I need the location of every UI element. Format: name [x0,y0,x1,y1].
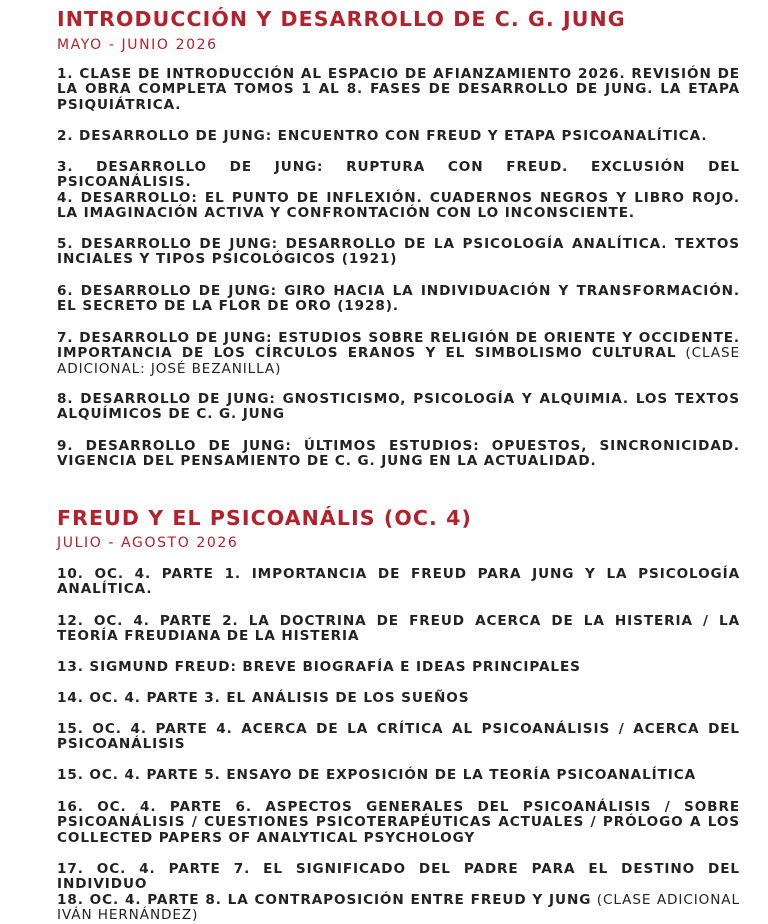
item-text: 7. DESARROLLO DE JUNG: ESTUDIOS SOBRE RELIGIÓN DE ORIENTE Y OCCIDENTE. IMPORTANCIA DE LOS CÍRCULOS ERANOS Y EL SIMBOLISMO CULTURAL [57,330,740,362]
section-intro-header [57,7,740,31]
item-text: 15. OC. 4. PARTE 5. ENSAYO DE EXPOSICIÓN DE LA TEORÍA PSICOANALÍTICA [57,767,697,783]
list-item [57,331,740,377]
item-text: 2. DESARROLLO DE JUNG: ENCUENTRO CON FREUD Y ETAPA PSICOANALÍTICA. [57,128,708,144]
section-freud-header [57,506,740,530]
list-item [57,800,740,846]
item-text: 17. OC. 4. PARTE 7. EL SIGNIFICADO DEL PADRE PARA EL DESTINO DEL INDIVIDUO [57,861,740,893]
item-note: (CLASE ADICIONAL: JOSÉ BEZANILLA) [57,345,740,377]
item-text: 3. DESARROLLO DE JUNG: RUPTURA CON FREUD. EXCLUSIÓN DEL PSICOANÁLISIS. [57,159,740,191]
section-title: INTRODUCCIÓN Y DESARROLLO DE C. G. JUNG [57,7,626,31]
list-item [57,614,740,645]
item-note: (CLASE ADICIONAL IVÁN HERNÁNDEZ) [57,892,740,924]
list-item [57,67,740,113]
section-dates: MAYO - JUNIO 2026 [57,37,218,53]
list-item [57,768,740,783]
item-text: 15. OC. 4. PARTE 4. ACERCA DE LA CRÍTICA AL PSICOANÁLISIS / ACERCA DEL PSICOANÁLISIS [57,721,740,753]
item-text: 5. DESARROLLO DE JUNG: DESARROLLO DE LA PSICOLOGÍA ANALÍTICA. TEXTOS INCIALES Y TIPOS PSICOLÓGICOS (1921) [57,236,740,268]
list-item [57,722,740,753]
item-text: 6. DESARROLLO DE JUNG: GIRO HACIA LA INDIVIDUACIÓN Y TRANSFORMACIÓN. EL SECRETO DE LA FLOR DE ORO (1928). [57,283,740,315]
item-text: 8. DESARROLLO DE JUNG: GNOSTICISMO, PSICOLOGÍA Y ALQUIMIA. LOS TEXTOS ALQUÍMICOS DE C. G. JUNG [57,391,740,423]
item-text: 18. OC. 4. PARTE 8. LA CONTRAPOSICIÓN ENTRE FREUD Y JUNG [57,892,592,908]
section-title: FREUD Y EL PSICOANÁLIS (OC. 4) [57,506,472,530]
list-item [57,191,740,222]
list-item [57,160,740,191]
list-item [57,284,740,315]
item-text: 14. OC. 4. PARTE 3. EL ANÁLISIS DE LOS SUEÑOS [57,690,470,706]
list-item [57,392,740,423]
list-item [57,129,740,144]
section-dates: JULIO - AGOSTO 2026 [57,535,239,551]
item-text: 1. CLASE DE INTRODUCCIÓN AL ESPACIO DE AFIANZAMIENTO 2026. REVISIÓN DE LA OBRA COMPLETA TOMOS 1 AL 8. FASES DE DESARROLLO DE JUNG. LA ETAPA PSIQUIÁTRICA. [57,66,740,113]
item-text: 16. OC. 4. PARTE 6. ASPECTOS GENERALES DEL PSICOANÁLISIS / SOBRE PSICOANÁLISIS / CUESTIONES PSICOTERAPÉUTICAS ACTUALES / PRÓLOGO A LOS COLLECTED PAPERS OF ANALYTICAL PSYCHOLOGY [57,799,740,846]
list-item [57,567,740,598]
list-item [57,660,740,675]
list-item [57,691,740,706]
item-text: 13. SIGMUND FREUD: BREVE BIOGRAFÍA E IDEAS PRINCIPALES [57,659,581,675]
section-intro-dates-wrap [57,36,218,54]
item-text: 9. DESARROLLO DE JUNG: ÚLTIMOS ESTUDIOS: OPUESTOS, SINCRONICIDAD. VIGENCIA DEL PENSAMIENTO DE C. G. JUNG EN LA ACTUALIDAD. [57,438,740,470]
list-item [57,237,740,268]
item-text: 4. DESARROLLO: EL PUNTO DE INFLEXIÓN. CUADERNOS NEGROS Y LIBRO ROJO. LA IMAGINACIÓN ACTIVA Y CONFRONTACIÓN CON LO INCONSCIENTE. [57,190,740,222]
item-text: 10. OC. 4. PARTE 1. IMPORTANCIA DE FREUD PARA JUNG Y LA PSICOLOGÍA ANALÍTICA. [57,566,740,598]
list-item [57,439,740,470]
list-item [57,862,740,893]
section-freud-dates-wrap [57,534,238,552]
list-item [57,893,740,924]
item-text: 12. OC. 4. PARTE 2. LA DOCTRINA DE FREUD ACERCA DE LA HISTERIA / LA TEORÍA FREUDIANA DE LA HISTERIA [57,613,740,645]
